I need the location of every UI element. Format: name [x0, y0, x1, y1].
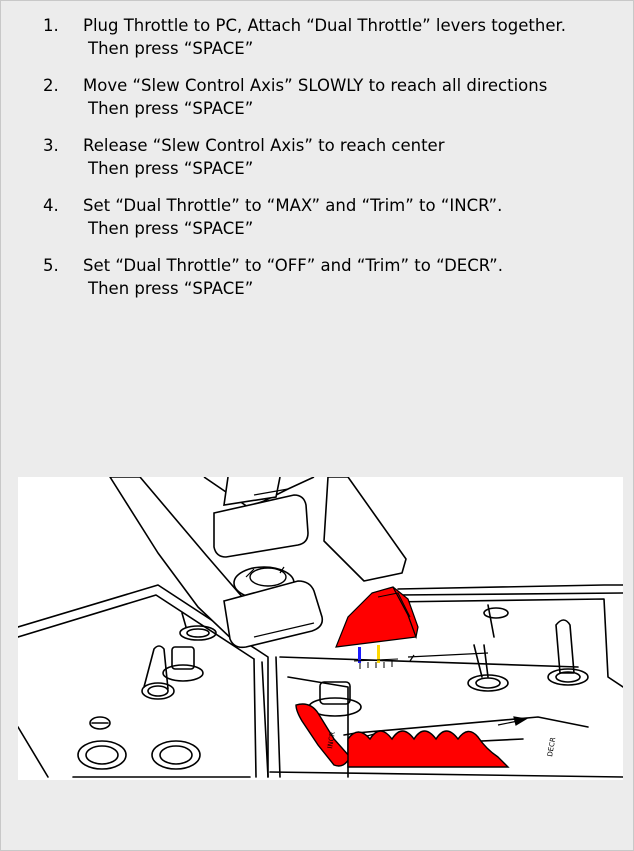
instruction-step-5 — [0, 254, 634, 314]
step-number: 1. — [43, 16, 59, 35]
instruction-step-2 — [0, 74, 634, 134]
toggle-switch-center — [468, 605, 508, 691]
toggle-switch-right — [548, 620, 588, 685]
slider-guide — [408, 653, 488, 661]
step-number: 5. — [43, 256, 59, 275]
instruction-step-3 — [0, 134, 634, 194]
slider-scale — [354, 645, 398, 669]
screw-icon — [90, 717, 110, 729]
step-subtext: Then press “SPACE” — [88, 39, 254, 58]
ring-button-right — [152, 741, 200, 769]
throttle-grip-upper — [214, 477, 308, 557]
instruction-step-1 — [0, 14, 634, 74]
step-text: Plug Throttle to PC, Attach “Dual Throttle” levers together. — [83, 16, 566, 35]
step-subtext: Then press “SPACE” — [88, 279, 254, 298]
step-number: 3. — [43, 136, 59, 155]
step-number: 4. — [43, 196, 59, 215]
step-text: Set “Dual Throttle” to “OFF” and “Trim” to “DECR”. — [83, 256, 503, 275]
instruction-list — [0, 14, 634, 314]
step-text: Set “Dual Throttle” to “MAX” and “Trim” to “INCR”. — [83, 196, 503, 215]
throttle-gate-highlight — [336, 587, 418, 647]
toggle-switch-left — [142, 646, 174, 699]
instruction-step-4 — [0, 194, 634, 254]
step-text: Release “Slew Control Axis” to reach center — [83, 136, 445, 155]
push-button-left — [163, 647, 203, 681]
trim-decr-label: DECR — [546, 736, 558, 758]
step-subtext: Then press “SPACE” — [88, 219, 254, 238]
step-number: 2. — [43, 76, 59, 95]
throttle-diagram — [18, 477, 623, 780]
trim-incr-label: INCR — [326, 731, 337, 750]
throttle-illustration — [18, 477, 623, 780]
throttle-grip-lower — [224, 567, 322, 647]
step-subtext: Then press “SPACE” — [88, 99, 254, 118]
step-text: Move “Slew Control Axis” SLOWLY to reach all directions — [83, 76, 548, 95]
step-subtext: Then press “SPACE” — [88, 159, 254, 178]
ring-button-left — [78, 741, 126, 769]
